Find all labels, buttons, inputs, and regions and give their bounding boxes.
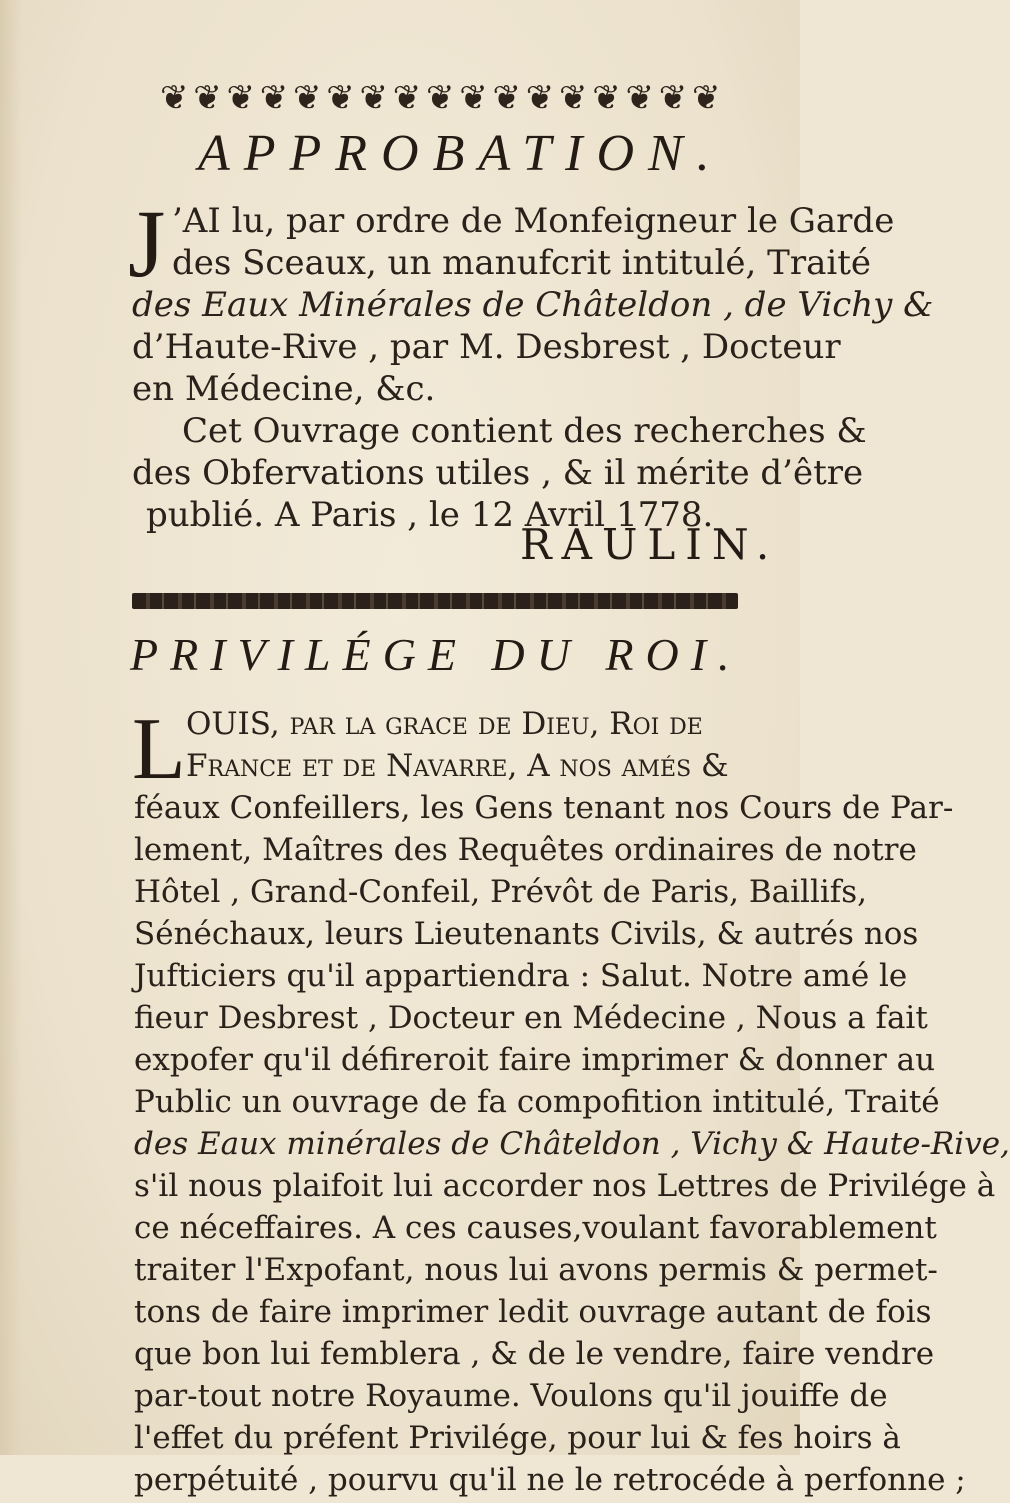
privilege-line: Sénéchaux, leurs Lieutenants Civils, & autrés nos [134, 916, 919, 952]
ornament-glyph: ❦ [426, 78, 455, 118]
approbation-line: Cet Ouvrage contient des recherches & [182, 411, 867, 451]
ornament-glyph: ❦ [692, 78, 721, 118]
privilege-title: PRIVILÉGE DU ROI. [130, 629, 742, 680]
privilege-line: que bon lui femblera , & de le vendre, faire vendre [134, 1336, 935, 1372]
approbation-line: des Sceaux, un manufcrit intitulé, Traité [172, 243, 872, 283]
ornament-glyph: ❦ [559, 78, 588, 118]
privilege-line: ce néceffaires. A ces causes,voulant favorablement [134, 1210, 937, 1246]
decorative-rule [132, 593, 738, 609]
ornament-glyph: ❦ [359, 78, 388, 118]
ornament-glyph: ❦ [193, 78, 222, 118]
ornament-glyph: ❦ [525, 78, 555, 118]
privilege-line: traiter l'Expofant, nous lui avons permis & permet- [134, 1252, 938, 1288]
approbation-line: des Obfervations utiles , & il mérite d’être [132, 453, 864, 493]
privilege-text [134, 705, 1010, 1503]
ornament-band [160, 78, 720, 118]
privilege-line: France et de Navarre, A nos amés & [186, 748, 729, 784]
approbation-line: publié. A Paris , le 12 Avril 1778. [146, 495, 714, 535]
privilege-line: Hôtel , Grand-Confeil, Prévôt de Paris, Baillifs, [134, 874, 868, 910]
privilege-line: s'il nous plaifoit lui accorder nos Lettres de Privilége à [134, 1168, 996, 1204]
privilege-line: Public un ouvrage de fa compofition intitulé, Traité [134, 1084, 940, 1120]
ornament-glyph: ❦ [658, 78, 688, 118]
privilege-line: OUIS, par la grace de Dieu, Roi de [186, 706, 703, 742]
approbation-line: en Médecine, &c. [132, 369, 436, 409]
ornament-glyph: ❦ [259, 78, 289, 118]
approbation-text [132, 200, 934, 536]
privilege-line: perpétuité , pourvu qu'il ne le retrocéde à perfonne ; [134, 1462, 966, 1498]
privilege-line: tons de faire imprimer ledit ouvrage autant de fois [134, 1294, 932, 1330]
privilege-line: fieur Desbrest , Docteur en Médecine , Nous a fait [134, 1000, 928, 1036]
ornament-glyph: ❦ [293, 78, 322, 118]
approbation-line: ’AI lu, par ordre de Monfeigneur le Garde [172, 201, 895, 241]
privilege-line: féaux Confeillers, les Gens tenant nos Cours de Par- [134, 790, 954, 826]
privilege-dropcap: L [132, 701, 186, 798]
ornament-glyph: ❦ [592, 78, 621, 118]
privilege-line: des Eaux minérales de Châteldon , Vichy & Haute-Rive, [134, 1126, 1010, 1162]
page-edge-shadow [0, 0, 22, 1455]
privilege-line: par-tout notre Royaume. Voulons qu'il jouiffe de [134, 1378, 888, 1414]
approbation-dropcap: J [128, 190, 166, 297]
privilege-line: lement, Maîtres des Requêtes ordinaires de notre [134, 832, 917, 868]
approbation-signature: RAULIN. [520, 520, 780, 569]
ornament-glyph: ❦ [492, 78, 521, 118]
ornament-glyph: ❦ [459, 78, 488, 118]
ornament-glyph: ❦ [392, 78, 422, 118]
privilege-line: expofer qu'il défireroit faire imprimer & donner au [134, 1042, 936, 1078]
ornament-glyph: ❦ [226, 78, 255, 118]
ornament-glyph: ❦ [160, 78, 189, 118]
privilege-line: Jufticiers qu'il appartiendra : Salut. Notre amé le [134, 958, 908, 994]
approbation-line: d’Haute-Rive , par M. Desbrest , Docteur [132, 327, 841, 367]
approbation-line: des Eaux Minérales de Châteldon , de Vichy & [132, 285, 934, 325]
ornament-glyph: ❦ [326, 78, 355, 118]
privilege-line: l'effet du préfent Privilége, pour lui & fes hoirs à [134, 1420, 901, 1456]
approbation-title: APPROBATION. [198, 125, 724, 182]
ornament-glyph: ❦ [625, 78, 654, 118]
